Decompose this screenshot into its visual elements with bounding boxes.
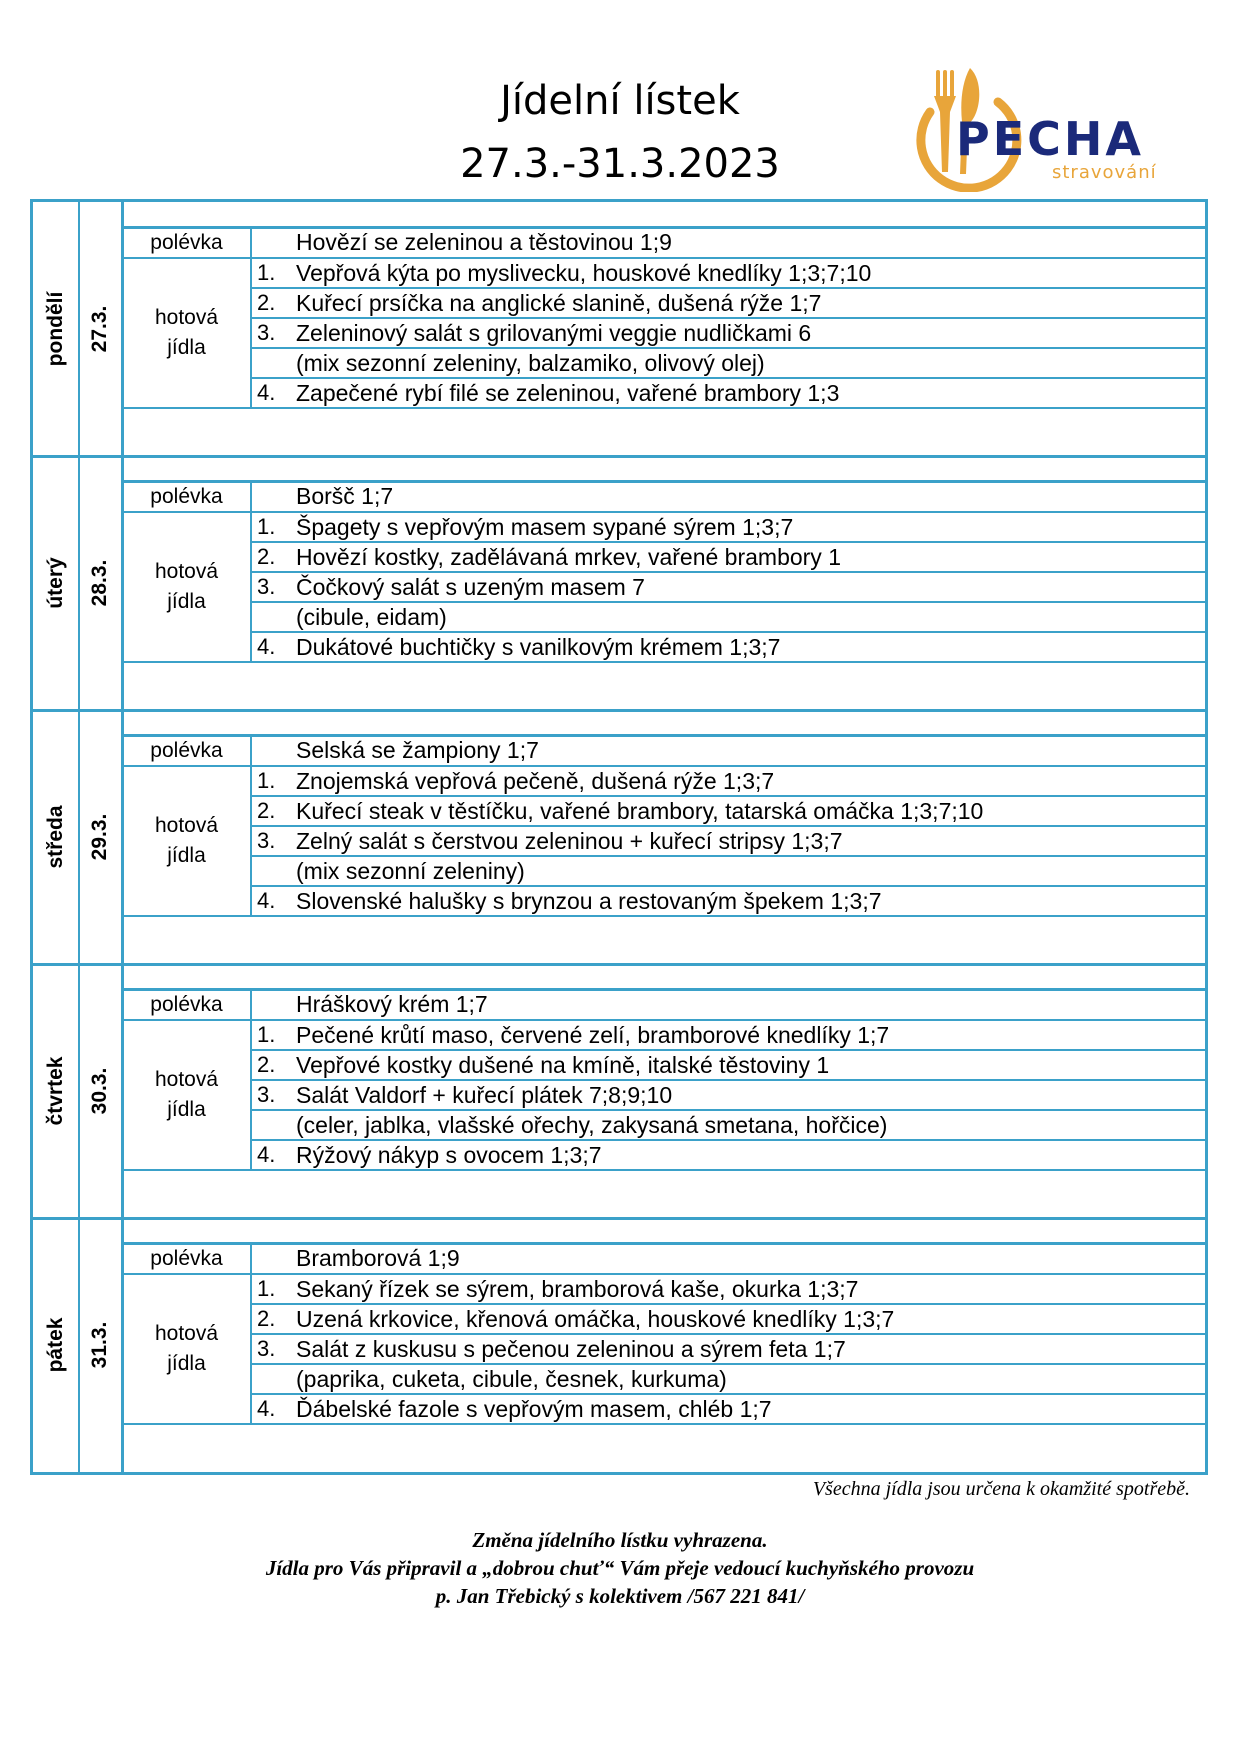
meal-number: 1. bbox=[257, 1022, 276, 1047]
day-date-cell bbox=[78, 202, 124, 456]
soup-dish: Boršč 1;7 bbox=[296, 483, 394, 509]
meal-dish: (celer, jablka, vlašské ořechy, zakysaná smetana, hořčice) bbox=[296, 1112, 888, 1138]
meals-label-line2: jídla bbox=[167, 844, 206, 867]
day-block bbox=[33, 202, 1205, 456]
meal-number: 2. bbox=[257, 1306, 276, 1331]
soup-dish: Bramborová 1;9 bbox=[296, 1245, 460, 1271]
day-name-cell bbox=[33, 202, 80, 456]
meal-dish: Salát Valdorf + kuřecí plátek 7;8;9;10 bbox=[296, 1082, 673, 1108]
label-column-divider bbox=[250, 481, 252, 661]
day-date-cell bbox=[78, 964, 124, 1218]
menu-title: Jídelní lístek bbox=[500, 78, 740, 124]
day-name: pátek bbox=[43, 1317, 67, 1373]
day-date-cell bbox=[78, 1218, 124, 1472]
meal-number: 3. bbox=[257, 1082, 276, 1107]
meals-label-line1: hotová bbox=[154, 814, 219, 837]
meal-dish: Kuřecí prsíčka na anglické slanině, dušená rýže 1;7 bbox=[296, 290, 822, 316]
footer-change-notice: Změna jídelního lístku vyhrazena. bbox=[472, 1528, 768, 1552]
meal-dish: Rýžový nákyp s ovocem 1;3;7 bbox=[296, 1142, 602, 1168]
day-date: 31.3. bbox=[87, 1321, 111, 1369]
soup-dish: Selská se žampiony 1;7 bbox=[296, 737, 539, 763]
day-name-cell bbox=[33, 710, 80, 964]
day-date: 28.3. bbox=[87, 559, 111, 607]
meal-dish: (mix sezonní zeleniny, balzamiko, olivový olej) bbox=[296, 350, 765, 376]
meals-label-line2: jídla bbox=[167, 1098, 206, 1121]
menu-date-range: 27.3.-31.3.2023 bbox=[460, 141, 780, 187]
meal-number: 3. bbox=[257, 320, 276, 345]
meal-number: 2. bbox=[257, 1052, 276, 1077]
meal-number: 3. bbox=[257, 574, 276, 599]
meal-dish: Slovenské halušky s brynzou a restovaným špekem 1;3;7 bbox=[296, 888, 882, 914]
meal-dish: Dukátové buchtičky s vanilkovým krémem 1;3;7 bbox=[296, 634, 781, 660]
meal-dish: Salát z kuskusu s pečenou zeleninou a sýrem feta 1;7 bbox=[296, 1336, 846, 1362]
meals-label-line1: hotová bbox=[154, 1322, 219, 1345]
meal-number: 1. bbox=[257, 768, 276, 793]
label-column-divider bbox=[250, 227, 252, 407]
meal-number: 3. bbox=[257, 828, 276, 853]
meals-label-line1: hotová bbox=[154, 560, 219, 583]
meals-label-line2: jídla bbox=[167, 590, 206, 613]
label-column-divider bbox=[250, 989, 252, 1169]
meal-dish: Kuřecí steak v těstíčku, vařené brambory, tatarská omáčka 1;3;7;10 bbox=[296, 798, 984, 824]
soup-dish: Hráškový krém 1;7 bbox=[296, 991, 488, 1017]
meals-label-line1: hotová bbox=[154, 1068, 219, 1091]
meal-number: 1. bbox=[257, 1276, 276, 1301]
meal-number: 3. bbox=[257, 1336, 276, 1361]
day-block bbox=[33, 710, 1205, 964]
meal-dish: Ďábelské fazole s vepřovým masem, chléb 1;7 bbox=[296, 1396, 772, 1422]
day-name: úterý bbox=[43, 557, 67, 609]
day-name-cell bbox=[33, 456, 80, 710]
meal-number: 4. bbox=[257, 888, 276, 913]
day-block bbox=[33, 964, 1205, 1218]
logo-wordmark: PECHA bbox=[956, 112, 1144, 166]
day-name-cell bbox=[33, 1218, 80, 1472]
meal-number: 4. bbox=[257, 1142, 276, 1167]
day-date: 29.3. bbox=[87, 813, 111, 861]
soup-label: polévka bbox=[150, 1247, 223, 1270]
logo-subtitle: stravování bbox=[1052, 162, 1157, 183]
meal-dish: Pečené krůtí maso, červené zelí, bramborové knedlíky 1;7 bbox=[296, 1022, 890, 1048]
day-block bbox=[33, 456, 1205, 710]
meal-number: 4. bbox=[257, 1396, 276, 1421]
meal-dish: Vepřová kýta po myslivecku, houskové knedlíky 1;3;7;10 bbox=[296, 260, 872, 286]
meal-number: 2. bbox=[257, 290, 276, 315]
meals-label-line2: jídla bbox=[167, 336, 206, 359]
meal-dish: (cibule, eidam) bbox=[296, 604, 447, 630]
day-block bbox=[33, 1218, 1205, 1472]
day-name: středa bbox=[43, 805, 67, 869]
day-name-cell bbox=[33, 964, 80, 1218]
meal-dish: Čočkový salát s uzeným masem 7 bbox=[296, 574, 645, 600]
meal-number: 2. bbox=[257, 798, 276, 823]
consumption-note: Všechna jídla jsou určena k okamžité spotřebě. bbox=[812, 1478, 1190, 1500]
meals-label-line2: jídla bbox=[167, 1352, 206, 1375]
meal-number: 2. bbox=[257, 544, 276, 569]
meal-dish: Zelný salát s čerstvou zeleninou + kuřecí stripsy 1;3;7 bbox=[296, 828, 843, 854]
meal-number: 1. bbox=[257, 514, 276, 539]
soup-dish: Hovězí se zeleninou a těstovinou 1;9 bbox=[296, 229, 672, 255]
footer-greeting: Jídla pro Vás připravil a „dobrou chuť“ Vám přeje vedoucí kuchyňského provozu bbox=[265, 1556, 975, 1580]
day-date-cell bbox=[78, 710, 124, 964]
day-name: pondělí bbox=[43, 291, 67, 367]
meal-dish: (paprika, cuketa, cibule, česnek, kurkuma) bbox=[296, 1366, 727, 1392]
soup-label: polévka bbox=[150, 231, 223, 254]
day-date: 27.3. bbox=[87, 305, 111, 353]
meal-dish: Zeleninový salát s grilovanými veggie nudličkami 6 bbox=[296, 320, 812, 346]
day-date-cell bbox=[78, 456, 124, 710]
meal-number: 4. bbox=[257, 634, 276, 659]
pecha-logo bbox=[890, 62, 1190, 192]
soup-label: polévka bbox=[150, 739, 223, 762]
meal-dish: Špagety s vepřovým masem sypané sýrem 1;3;7 bbox=[296, 514, 794, 540]
meal-dish: (mix sezonní zeleniny) bbox=[296, 858, 525, 884]
soup-label: polévka bbox=[150, 993, 223, 1016]
day-name: čtvrtek bbox=[43, 1056, 67, 1126]
day-date: 30.3. bbox=[87, 1067, 111, 1115]
meals-label-line1: hotová bbox=[154, 306, 219, 329]
meal-dish: Zapečené rybí filé se zeleninou, vařené brambory 1;3 bbox=[296, 380, 840, 406]
meal-number: 1. bbox=[257, 260, 276, 285]
meal-dish: Sekaný řízek se sýrem, bramborová kaše, okurka 1;3;7 bbox=[296, 1276, 859, 1302]
label-column-divider bbox=[250, 735, 252, 915]
label-column-divider bbox=[250, 1243, 252, 1423]
meal-number: 4. bbox=[257, 380, 276, 405]
soup-label: polévka bbox=[150, 485, 223, 508]
meal-dish: Vepřové kostky dušené na kmíně, italské těstoviny 1 bbox=[296, 1052, 830, 1078]
meal-dish: Uzená krkovice, křenová omáčka, houskové knedlíky 1;3;7 bbox=[296, 1306, 895, 1332]
meal-dish: Hovězí kostky, zadělávaná mrkev, vařené brambory 1 bbox=[296, 544, 841, 570]
footer-contact: p. Jan Třebický s kolektivem /567 221 841/ bbox=[435, 1584, 805, 1608]
meal-dish: Znojemská vepřová pečeně, dušená rýže 1;3;7 bbox=[296, 768, 775, 794]
